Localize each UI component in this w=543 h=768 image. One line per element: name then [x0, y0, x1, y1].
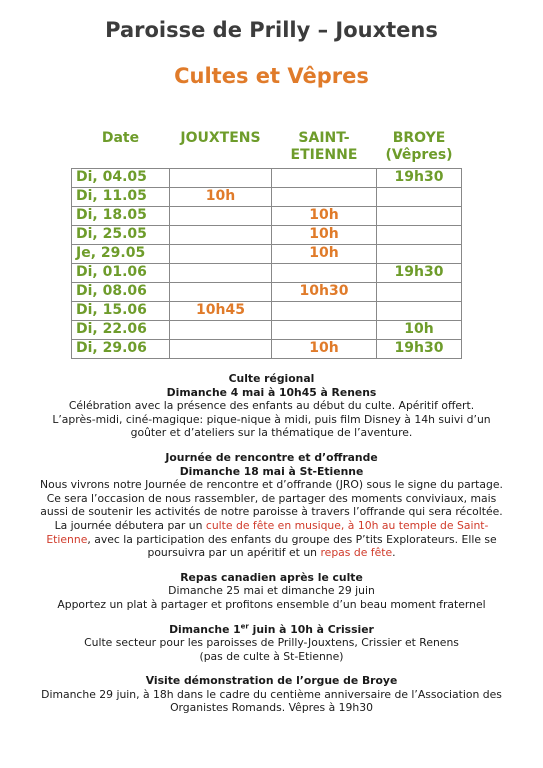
culte-regional-block — [20, 372, 523, 440]
schedule-row — [72, 339, 462, 358]
date-cell: Di, 29.06 — [72, 339, 170, 358]
culte-regional-heading: Culte régional — [228, 372, 315, 385]
repas-text: Apportez un plat à partager et profitons ensemble d’un beau moment fraternel — [57, 597, 486, 611]
jouxtens-cell — [170, 225, 272, 244]
jouxtens-cell — [170, 206, 272, 225]
jouxtens-cell — [170, 168, 272, 187]
jro-heading: Journée de rencontre et d’offrande — [165, 450, 378, 464]
jro-date: Dimanche 18 mai à St-Etienne — [179, 464, 364, 478]
date-cell: Di, 08.06 — [72, 282, 170, 301]
jouxtens-cell — [170, 263, 272, 282]
crissier-heading: Dimanche 1er juin à 10h à Crissier — [169, 621, 374, 636]
page-title: Paroisse de Prilly – Jouxtens — [105, 18, 438, 42]
orgue-heading: Visite démonstration de l’orgue de Broye — [145, 674, 398, 688]
date-cell: Di, 11.05 — [72, 187, 170, 206]
saint-etienne-cell — [272, 301, 377, 320]
jouxtens-cell — [170, 339, 272, 358]
saint-etienne-cell: 10h — [272, 206, 377, 225]
broye-cell — [377, 244, 462, 263]
broye-cell — [377, 282, 462, 301]
orgue-text: Dimanche 29 juin, à 18h dans le cadre du centième anniversaire de l’Association des — [41, 687, 502, 701]
saint-etienne-cell — [272, 168, 377, 187]
schedule-row — [72, 187, 462, 206]
jouxtens-cell: 10h — [170, 187, 272, 206]
schedule-row — [72, 206, 462, 225]
schedule-row — [72, 301, 462, 320]
broye-cell — [377, 301, 462, 320]
jro-text: La journée débutera par un culte de fête en musique, à 10h au temple de Saint- — [54, 518, 489, 532]
crissier-block — [20, 623, 523, 664]
orgue-text: Organistes Romands. Vêpres à 19h30 — [170, 701, 373, 715]
date-cell: Di, 01.06 — [72, 263, 170, 282]
jro-text: Nous vivrons notre Journée de rencontre et d’offrande (JRO) sous le signe du partage. — [40, 478, 503, 492]
schedule-row — [72, 263, 462, 282]
date-cell: Je, 29.05 — [72, 244, 170, 263]
header-jouxtens: JOUXTENS — [180, 130, 261, 146]
culte-regional-text: goûter et d’ateliers sur la thématique de l’aventure. — [130, 426, 413, 440]
header-date: Date — [101, 130, 140, 146]
jouxtens-cell: 10h45 — [170, 301, 272, 320]
schedule-table — [71, 130, 462, 359]
date-cell: Di, 22.06 — [72, 320, 170, 339]
orgue-block — [20, 674, 523, 715]
culte-regional-text: L’après-midi, ciné-magique: pique-nique à midi, puis film Disney à 14h suivi d’un — [52, 412, 491, 426]
repas-heading: Repas canadien après le culte — [180, 570, 363, 584]
jro-block — [20, 451, 523, 560]
header-broye: BROYE (Vêpres) — [385, 130, 453, 163]
jro-text: poursuivra par un apéritif et un repas de fête. — [147, 546, 396, 560]
saint-etienne-cell: 10h30 — [272, 282, 377, 301]
culte-regional-date: Dimanche 4 mai à 10h45 à Renens — [166, 385, 377, 399]
broye-cell: 19h30 — [377, 263, 462, 282]
jouxtens-cell — [170, 282, 272, 301]
saint-etienne-cell: 10h — [272, 339, 377, 358]
broye-cell — [377, 187, 462, 206]
repas-block — [20, 571, 523, 612]
jro-text: Ce sera l’occasion de nous rassembler, de partager des moments conviviaux, mais — [46, 491, 497, 505]
broye-cell: 19h30 — [377, 168, 462, 187]
saint-etienne-cell — [272, 187, 377, 206]
date-cell: Di, 18.05 — [72, 206, 170, 225]
broye-cell: 10h — [377, 320, 462, 339]
schedule-row — [72, 168, 462, 187]
saint-etienne-cell: 10h — [272, 244, 377, 263]
schedule-header-row — [72, 130, 462, 168]
page-subtitle: Cultes et Vêpres — [174, 64, 369, 88]
jro-text: aussi de soutenir les activités de notre paroisse à travers l’offrande qui sera récoltée. — [40, 505, 503, 519]
date-cell: Di, 25.05 — [72, 225, 170, 244]
broye-cell — [377, 206, 462, 225]
broye-cell — [377, 225, 462, 244]
header-saint-etienne: SAINT- ETIENNE — [290, 130, 358, 163]
saint-etienne-cell: 10h — [272, 225, 377, 244]
saint-etienne-cell — [272, 320, 377, 339]
schedule-row — [72, 225, 462, 244]
schedule-row — [72, 244, 462, 263]
broye-cell: 19h30 — [377, 339, 462, 358]
saint-etienne-cell — [272, 263, 377, 282]
date-cell: Di, 15.06 — [72, 301, 170, 320]
repas-text: Dimanche 25 mai et dimanche 29 juin — [168, 584, 375, 598]
jouxtens-cell — [170, 320, 272, 339]
announcements — [20, 372, 523, 726]
schedule-row — [72, 282, 462, 301]
date-cell: Di, 04.05 — [72, 168, 170, 187]
jro-text: Etienne, avec la participation des enfants du groupe des P’tits Explorateurs. Elle se — [46, 532, 497, 546]
culte-regional-text: Célébration avec la présence des enfants au début du culte. Apéritif offert. — [68, 399, 475, 413]
crissier-text: Culte secteur pour les paroisses de Prilly-Jouxtens, Crissier et Renens — [84, 636, 459, 650]
schedule-row — [72, 320, 462, 339]
jouxtens-cell — [170, 244, 272, 263]
crissier-text: (pas de culte à St-Etienne) — [199, 649, 344, 663]
